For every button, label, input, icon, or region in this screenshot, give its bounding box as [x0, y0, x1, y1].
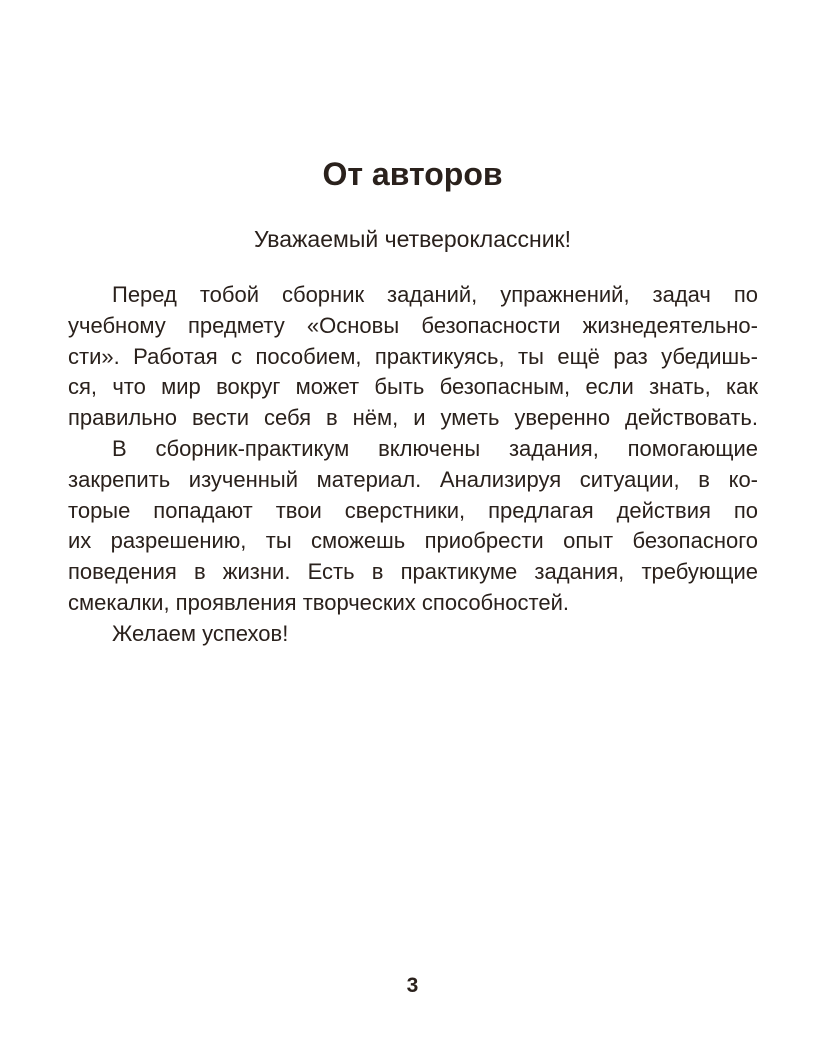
- page-title: От авторов: [322, 156, 503, 192]
- text-line: В сборник-практикум включены задания, помогающие: [112, 435, 758, 461]
- page-number: 3: [406, 974, 419, 997]
- body-text: [68, 280, 758, 650]
- text-line: закрепить изученный материал. Анализируя ситуации, в ко-: [68, 466, 758, 492]
- text-line: Желаем успехов!: [112, 620, 289, 646]
- text-line: сти». Работая с пособием, практикуясь, ты ещё раз убедишь-: [68, 343, 758, 369]
- text-line: правильно вести себя в нём, и уметь уверенно действовать.: [68, 405, 758, 431]
- text-line: Перед тобой сборник заданий, упражнений, задач по: [112, 282, 758, 307]
- greeting-heading: Уважаемый четвероклассник!: [253, 226, 572, 252]
- text-line: ся, что мир вокруг может быть безопасным, если знать, как: [68, 374, 758, 400]
- text-line: учебному предмету «Основы безопасности жизнедеятельно-: [68, 312, 758, 338]
- text-line: их разрешению, ты сможешь приобрести опыт безопасного: [68, 528, 758, 554]
- text-line: смекалки, проявления творческих способностей.: [68, 589, 570, 615]
- text-line: торые попадают твои сверстники, предлагая действия по: [68, 497, 758, 523]
- text-line: поведения в жизни. Есть в практикуме задания, требующие: [68, 559, 758, 585]
